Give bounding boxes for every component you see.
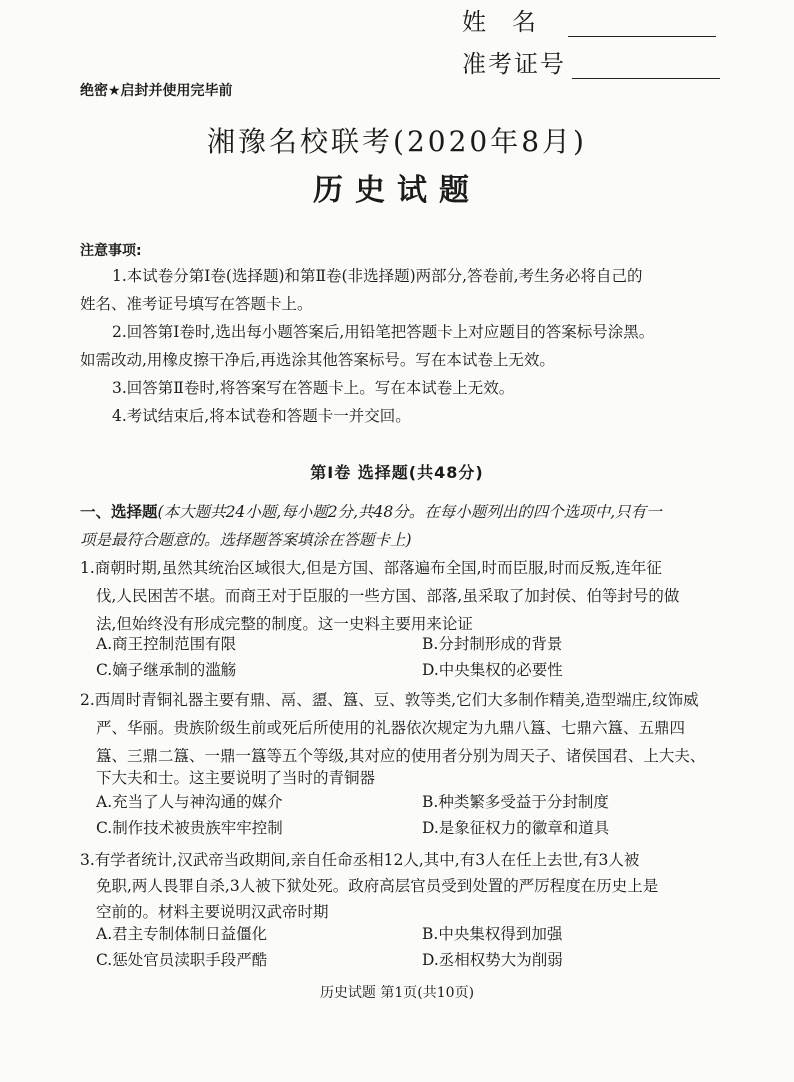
section-intro-bold: 一、选择题 — [80, 503, 158, 521]
question-3-option-a[interactable]: A.君主专制体制日益僵化 — [96, 925, 268, 943]
exam-id-blank[interactable] — [572, 52, 720, 79]
question-2-option-d[interactable]: D.是象征权力的徽章和道具 — [422, 819, 610, 837]
question-2-option-b[interactable]: B.种类繁多受益于分封制度 — [422, 793, 609, 811]
question-3-line: 空前的。材料主要说明汉武帝时期 — [96, 903, 329, 921]
name-field — [462, 2, 716, 37]
question-2-line: 簋、三鼎二簋、一鼎一簋等五个等级,其对应的使用者分别为周天子、诸侯国君、上大夫、 — [96, 747, 706, 765]
exam-id-field — [462, 44, 720, 79]
question-1-option-a[interactable]: A.商王控制范围有限 — [96, 635, 237, 653]
name-blank[interactable] — [568, 10, 716, 37]
question-3-option-d[interactable]: D.丞相权势大为削弱 — [422, 951, 563, 969]
note-line: 如需改动,用橡皮擦干净后,再选涂其他答案标号。写在本试卷上无效。 — [80, 351, 555, 369]
section-intro — [80, 498, 662, 526]
question-3-line: 3.有学者统计,汉武帝当政期间,亲自任命丞相12人,其中,有3人在任上去世,有3人被 — [80, 851, 640, 869]
section-title: 第Ⅰ卷 选择题(共48分) — [310, 463, 484, 482]
subject-title: 历史试题 — [313, 173, 481, 208]
question-1-line: 1.商朝时期,虽然其统治区域很大,但是方国、部落遍布全国,时而臣服,时而反叛,连年征 — [80, 559, 662, 577]
name-label: 姓名 — [462, 8, 562, 36]
page-footer: 历史试题 第1页(共10页) — [319, 985, 475, 1001]
section-intro-line2: 项是最符合题意的。选择题答案填涂在答题卡上) — [80, 531, 412, 549]
question-2-line: 下大夫和士。这主要说明了当时的青铜器 — [96, 769, 376, 787]
section-intro-rest: (本大题共24小题,每小题2分,共48分。在每小题列出的四个选项中,只有一 — [157, 503, 662, 521]
note-line: 2.回答第Ⅰ卷时,选出每小题答案后,用铅笔把答题卡上对应题目的答案标号涂黑。 — [112, 323, 655, 341]
note-line: 姓名、准考证号填写在答题卡上。 — [80, 295, 313, 313]
question-3-option-b[interactable]: B.中央集权得到加强 — [422, 925, 563, 943]
question-1-option-c[interactable]: C.嫡子继承制的滥觞 — [96, 661, 237, 679]
question-1-option-b[interactable]: B.分封制形成的背景 — [422, 635, 563, 653]
question-1-line: 法,但始终没有形成完整的制度。这一史料主要用来论证 — [96, 615, 473, 633]
question-2-line: 严、华丽。贵族阶级生前或死后所使用的礼器依次规定为九鼎八簋、七鼎六簋、五鼎四 — [96, 719, 686, 737]
confidential-notice: 绝密★启封并使用完毕前 — [80, 83, 233, 99]
note-line: 1.本试卷分第Ⅰ卷(选择题)和第Ⅱ卷(非选择题)两部分,答卷前,考生务必将自己的 — [112, 267, 643, 285]
notes-heading: 注意事项: — [80, 243, 142, 259]
question-2-line: 2.西周时青铜礼器主要有鼎、鬲、盨、簋、豆、敦等类,它们大多制作精美,造型端庄,纹饰威 — [80, 691, 699, 709]
note-line: 3.回答第Ⅱ卷时,将答案写在答题卡上。写在本试卷上无效。 — [112, 379, 515, 397]
question-2-option-a[interactable]: A.充当了人与神沟通的媒介 — [96, 793, 283, 811]
question-3-line: 免职,两人畏罪自杀,3人被下狱处死。政府高层官员受到处置的严厉程度在历史上是 — [96, 877, 659, 895]
exam-id-label: 准考证号 — [462, 50, 566, 78]
question-1-option-d[interactable]: D.中央集权的必要性 — [422, 661, 563, 679]
question-3-option-c[interactable]: C.惩处官员渎职手段严酷 — [96, 951, 268, 969]
question-1-line: 伐,人民困苦不堪。而商王对于臣服的一些方国、部落,虽采取了加封侯、伯等封号的做 — [96, 587, 680, 605]
question-2-option-c[interactable]: C.制作技术被贵族牢牢控制 — [96, 819, 283, 837]
exam-title: 湘豫名校联考(2020年8月) — [207, 125, 587, 158]
note-line: 4.考试结束后,将本试卷和答题卡一并交回。 — [112, 407, 411, 425]
